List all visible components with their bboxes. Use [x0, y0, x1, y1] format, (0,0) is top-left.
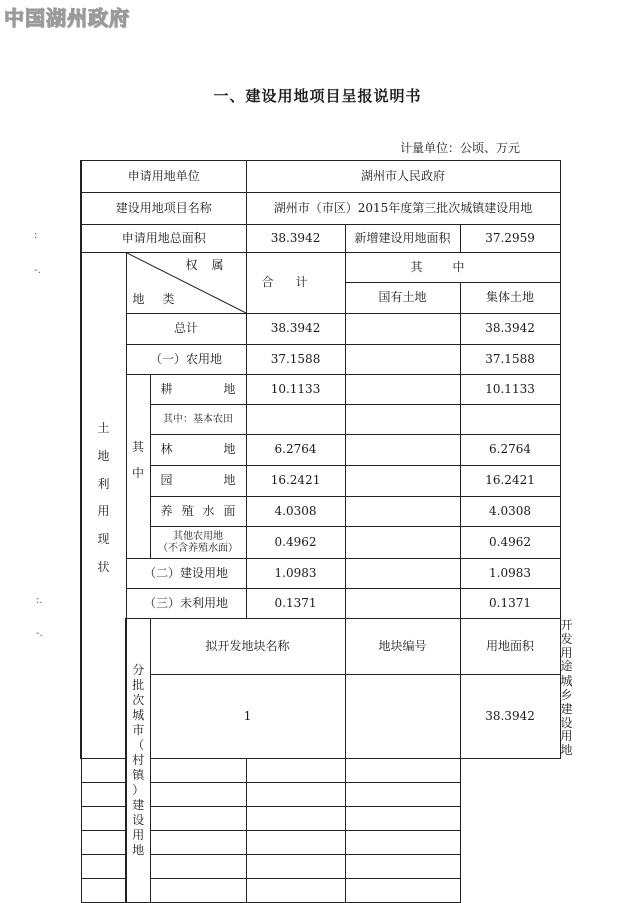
batch-empty-cell [150, 782, 246, 806]
project-value: 湖州市（市区）2015年度第三批次城镇建设用地 [246, 193, 560, 225]
vertical-char: 镇 [132, 767, 145, 782]
batch-empty-cell [150, 806, 246, 830]
land-row-state-value [345, 466, 460, 497]
batch-empty-cell [150, 878, 246, 902]
vertical-char: 现 [97, 532, 110, 547]
vertical-char: 地 [132, 842, 145, 857]
header-total: 合计 [246, 253, 345, 314]
batch-empty-cell [345, 806, 460, 830]
unit-label: 计量单位：公顷、万元 [400, 141, 521, 155]
land-row-total-value: 16.2421 [246, 466, 345, 497]
vertical-char: 用 [132, 827, 145, 842]
land-row-unused [81, 589, 560, 619]
vertical-char: 利 [97, 476, 110, 491]
vertical-char: ） [132, 782, 145, 797]
land-row-total-value: 0.1371 [246, 589, 345, 619]
land-row-collective-value [460, 405, 560, 435]
label-char: 水 [202, 503, 215, 518]
batch-empty-row [81, 854, 560, 878]
land-row-state-value [345, 314, 460, 345]
applicant-row [81, 161, 560, 193]
land-row-total-value: 0.4962 [246, 527, 345, 559]
total-area-label: 申请用地总面积 [81, 225, 246, 253]
land-row-total-value [246, 405, 345, 435]
land-row-label [150, 375, 246, 405]
land-row-collective-value: 1.0983 [460, 559, 560, 589]
land-row-construction [81, 559, 560, 589]
vertical-char: 城 [132, 707, 145, 722]
batch-row: 1 38.3942 城乡建设用地 [81, 675, 560, 759]
batch-empty-row [81, 806, 560, 830]
batch-cell-name: 1 [150, 675, 345, 759]
land-row-label [150, 527, 246, 559]
header-among: 其中 [345, 253, 560, 283]
batch-empty-cell [246, 758, 345, 782]
header-landtype: 地类 [132, 292, 193, 307]
batch-header-number: 地块编号 [345, 619, 460, 675]
vertical-char: 市 [132, 722, 145, 737]
batch-empty-cell [345, 782, 460, 806]
land-row-collective-value: 37.1588 [460, 345, 560, 375]
land-row-total-value: 38.3942 [246, 314, 345, 345]
land-row-total-value: 1.0983 [246, 559, 345, 589]
land-row-state-value [345, 559, 460, 589]
label-char: 耕 [160, 381, 173, 396]
land-row-forest [81, 435, 560, 466]
land-row-label [150, 435, 246, 466]
batch-empty-cell [81, 878, 150, 902]
total-area-row [81, 225, 560, 253]
header-ownership: 权属 [185, 258, 238, 272]
land-row-state-value [345, 589, 460, 619]
batch-empty-cell [246, 830, 345, 854]
vertical-char: 设 [132, 812, 145, 827]
land-row-total-value: 4.0308 [246, 497, 345, 527]
land-row-total-value: 6.2764 [246, 435, 345, 466]
land-row-label: 总计 [126, 314, 246, 345]
batch-empty-cell [246, 854, 345, 878]
land-row-label: 其中：基本农田 [150, 405, 246, 435]
land-row-label [150, 497, 246, 527]
project-label: 建设用地项目名称 [81, 193, 246, 225]
batch-empty-cell [345, 830, 460, 854]
vertical-char: 状 [97, 560, 110, 575]
label-char: 殖 [181, 503, 194, 518]
land-row-state-value [345, 375, 460, 405]
batch-empty-cell [345, 878, 460, 902]
batch-empty-cell [246, 878, 345, 902]
land-row-state-value [345, 435, 460, 466]
batch-empty-row [81, 830, 560, 854]
land-row-label-sub: （不含养殖水面） [158, 542, 238, 554]
diagonal-header-cell [126, 253, 246, 314]
vertical-char: 批 [132, 677, 145, 692]
land-row-label-main: 其他农用地 [173, 531, 223, 542]
vertical-char: 次 [132, 692, 145, 707]
land-row-agricultural [81, 345, 560, 375]
land-row-label [150, 466, 246, 497]
vertical-char: 其 [131, 439, 144, 454]
new-area-label: 新增建设用地面积 [345, 225, 460, 253]
batch-empty-cell [150, 854, 246, 878]
total-area-value: 38.3942 [246, 225, 345, 253]
vertical-char: 用 [97, 504, 110, 519]
land-row-basic-farmland [81, 405, 560, 435]
header-collective: 集体土地 [460, 283, 560, 314]
land-application-table [80, 160, 573, 903]
batch-empty-cell [246, 782, 345, 806]
land-row-collective-value: 6.2764 [460, 435, 560, 466]
land-row-garden [81, 466, 560, 497]
land-row-collective-value: 10.1133 [460, 375, 560, 405]
batch-cell-number [345, 675, 460, 759]
header-state: 国有土地 [345, 283, 460, 314]
land-row-aquaculture [81, 497, 560, 527]
new-area-value: 37.2959 [460, 225, 560, 253]
batch-empty-row [81, 782, 560, 806]
label-char: 林 [160, 442, 173, 457]
land-row-state-value [345, 527, 460, 559]
vertical-char: 村 [132, 752, 145, 767]
land-row-collective-value: 16.2421 [460, 466, 560, 497]
label-char: 地 [223, 473, 236, 488]
vertical-char: 中 [131, 465, 144, 480]
vertical-char: 分 [132, 662, 145, 677]
document-title: 一、建设用地项目呈报说明书 [213, 87, 422, 105]
batch-empty-row [81, 878, 560, 902]
land-row-total-value: 37.1588 [246, 345, 345, 375]
batch-header-area: 用地面积 [460, 619, 560, 675]
label-char: 养 [160, 503, 173, 518]
project-row [81, 193, 560, 225]
batch-cell-area: 38.3942 [460, 675, 560, 759]
land-row-other-agricultural [81, 527, 560, 559]
land-row-collective-value: 0.4962 [460, 527, 560, 559]
label-char: 园 [160, 473, 173, 488]
land-row-total-value: 10.1133 [246, 375, 345, 405]
land-use-section-label [81, 253, 126, 759]
scan-mark: -. [36, 628, 43, 639]
batch-empty-cell [81, 854, 150, 878]
land-use-header-row [81, 253, 560, 283]
applicant-label: 申请用地单位 [81, 161, 246, 193]
land-row-collective-value: 0.1371 [460, 589, 560, 619]
vertical-char: （ [132, 737, 145, 752]
vertical-char: 地 [97, 448, 110, 463]
batch-header-name: 拟开发地块名称 [150, 619, 345, 675]
scan-mark: -. [34, 265, 41, 276]
land-row-state-value [345, 345, 460, 375]
applicant-value: 湖州市人民政府 [246, 161, 560, 193]
scan-mark: :. [36, 595, 43, 606]
watermark-logo: 中国湖州政府 [4, 6, 130, 30]
vertical-char: 土 [97, 421, 110, 436]
label-char: 面 [223, 503, 236, 518]
batch-header-row: 分 批 次 城 市 （ 村 镇 ） 建 设 用 地 拟开发地块名称 地块编号 用地面积 开发用途 [81, 619, 560, 675]
land-row-collective-value: 4.0308 [460, 497, 560, 527]
label-char: 地 [223, 442, 236, 457]
land-row-total [81, 314, 560, 345]
land-row-label: （二）建设用地 [126, 559, 246, 589]
batch-empty-row [81, 758, 560, 782]
among-group-label [126, 375, 150, 559]
batch-empty-cell [345, 758, 460, 782]
label-char: 地 [223, 381, 236, 396]
scan-mark: : [34, 230, 38, 241]
land-row-label: （一）农用地 [126, 345, 246, 375]
batch-empty-cell [150, 758, 246, 782]
land-row-label: （三）未利用地 [126, 589, 246, 619]
batch-empty-cell [246, 806, 345, 830]
land-row-collective-value: 38.3942 [460, 314, 560, 345]
land-row-state-value [345, 497, 460, 527]
vertical-char: 建 [132, 797, 145, 812]
batch-empty-cell [345, 854, 460, 878]
land-row-state-value [345, 405, 460, 435]
land-row-arable [81, 375, 560, 405]
batch-empty-cell [150, 830, 246, 854]
